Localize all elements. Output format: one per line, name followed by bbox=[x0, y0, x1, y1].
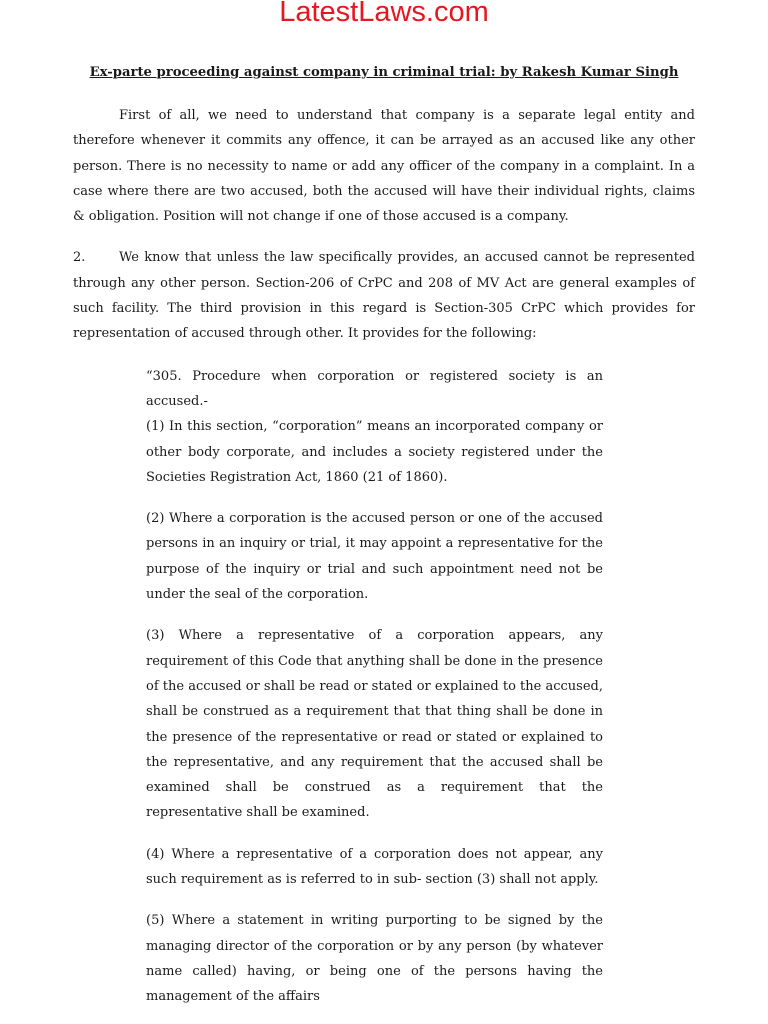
site-logo[interactable]: LatestLaws.com bbox=[279, 0, 489, 28]
quote-clause-2: (2) Where a corporation is the accused person or one of the accused persons in an inquiry or trial, it may appoint a representative for the purpose of the inquiry or trial and such appointment need not be under the seal of the corporation. bbox=[146, 511, 603, 603]
quote-heading: “305. Procedure when corporation or registered society is an accused.- (1) In this section, “corporation” means an incorporated company or other body corporate, and includes a society registered under the Societies Registration Act, 1860 (21 of 1860). bbox=[146, 368, 603, 485]
paragraph-1: First of all, we need to understand that company is a separate legal entity and therefore whenever it commits any offence, it can be arrayed as an accused like any other person. There is no necessity to name or add any officer of the company in a complaint. In a case where there are two accused, both the accused will have their individual rights, claims & obligation. Position will not change if one of those accused is a company. bbox=[73, 108, 695, 225]
statute-quote bbox=[146, 364, 603, 1010]
document-title: Ex-parte proceeding against company in criminal trial: by Rakesh Kumar Singh bbox=[89, 65, 679, 80]
quote-clause-3: (3) Where a representative of a corporation appears, any requirement of this Code that anything shall be done in the presence of the accused or shall be read or stated or explained to the accused, shall be construed as a requirement that that thing shall be done in the presence of the representative or read or stated or explained to the representative, and any requirement that the accused shall be examined shall be construed as a requirement that the representative shall be examined. bbox=[146, 628, 603, 821]
quote-clause-5: (5) Where a statement in writing purporting to be signed by the managing director of the corporation or by any person (by whatever name called) having, or being one of the persons having the management of the affairs bbox=[146, 913, 603, 1005]
paragraph-2-text: We know that unless the law specifically provides, an accused cannot be represented through any other person. Section-206 of CrPC and 208 of MV Act are general examples of such facility. The third provision in this regard is Section-305 CrPC which provides for representation of accused through other. It provides for the following: bbox=[73, 250, 695, 342]
quote-clause-1: (1) In this section, “corporation” means an incorporated company or other body corporate, and includes a society registered under the Societies Registration Act, 1860 (21 of 1860). bbox=[146, 419, 603, 485]
quote-clause-4: (4) Where a representative of a corporation does not appear, any such requirement as is referred to in sub- section (3) shall not apply. bbox=[146, 846, 603, 888]
paragraph-2 bbox=[73, 245, 695, 346]
paragraph-2-number: 2. bbox=[73, 250, 86, 266]
